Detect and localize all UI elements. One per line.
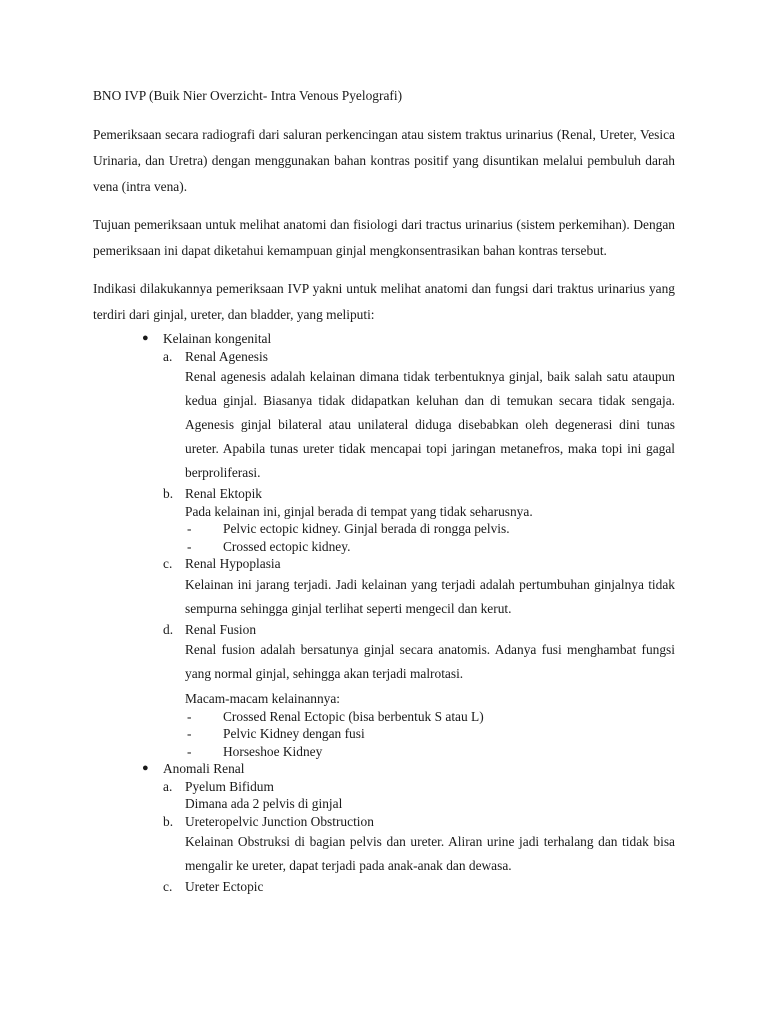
item-letter: a. bbox=[163, 778, 173, 794]
item-title: Ureter Ectopic bbox=[185, 879, 264, 894]
dash-list bbox=[185, 520, 675, 555]
item-letter: a. bbox=[163, 348, 173, 364]
list-item bbox=[185, 708, 675, 726]
item-description: Kelainan Obstruksi di bagian pelvis dan ureter. Aliran urine jadi terhalang dan tidak bisa mengalir ke ureter, dapat terjadi pada anak-anak dan dewasa. bbox=[185, 834, 675, 873]
dash-text: Pelvic ectopic kidney. Ginjal berada di rongga pelvis. bbox=[223, 521, 510, 536]
item-title: Pyelum Bifidum bbox=[185, 778, 274, 794]
dash-icon: - bbox=[187, 521, 192, 536]
item-title: Renal Hypoplasia bbox=[185, 556, 281, 571]
list-item bbox=[163, 555, 675, 621]
bullet-label: Anomali Renal bbox=[163, 761, 245, 776]
item-letter: b. bbox=[163, 486, 174, 501]
item-extra: Macam-macam kelainannya: bbox=[185, 691, 341, 706]
paragraph-indication: Indikasi dilakukannya pemeriksaan IVP yakni untuk melihat anatomi dan fungsi dari traktus urinarius yang terdiri dari ginjal, ureter, dan bladder, yang meliputi: bbox=[93, 281, 675, 322]
dash-text: Pelvic Kidney dengan fusi bbox=[223, 726, 365, 741]
dash-text: Horseshoe Kidney bbox=[223, 743, 323, 759]
item-description: Pada kelainan ini, ginjal berada di tempat yang tidak seharusnya. bbox=[185, 503, 533, 519]
item-letter: c. bbox=[163, 556, 173, 571]
list-item bbox=[185, 725, 675, 743]
sublist bbox=[163, 348, 675, 761]
item-title: Renal Fusion bbox=[185, 621, 257, 637]
dash-icon: - bbox=[187, 708, 192, 724]
list-item bbox=[185, 520, 675, 538]
list-item bbox=[185, 538, 675, 556]
list-item bbox=[185, 743, 675, 761]
list-item bbox=[163, 878, 675, 896]
item-title: Renal Ektopik bbox=[185, 486, 262, 501]
item-letter: c. bbox=[163, 879, 173, 894]
list-item bbox=[163, 348, 675, 486]
dash-text: Crossed Renal Ectopic (bisa berbentuk S atau L) bbox=[223, 708, 484, 724]
paragraph-definition: Pemeriksaan secara radiografi dari saluran perkencingan atau sistem traktus urinarius (Renal, Ureter, Vesica Urinaria, dan Uretra) dengan menggunakan bahan kontras positif yang disuntikan melalui pembuluh darah vena (intra vena). bbox=[93, 127, 675, 194]
item-description: Dimana ada 2 pelvis di ginjal bbox=[185, 796, 343, 811]
paragraph-purpose: Tujuan pemeriksaan untuk melihat anatomi dan fisiologi dari tractus urinarius (sistem perkemihan). Dengan pemeriksaan ini dapat diketahui kemampuan ginjal mengkonsentrasikan bahan kontras tersebut. bbox=[93, 217, 675, 258]
list-item bbox=[163, 621, 675, 761]
bullet-label: Kelainan kongenital bbox=[163, 331, 272, 346]
bullet-icon: ● bbox=[142, 762, 149, 774]
item-description: Renal fusion adalah bersatunya ginjal secara anatomis. Adanya fusi menghambat fungsi yang normal ginjal, sehingga akan terjadi malrotasi. bbox=[185, 642, 675, 681]
sublist bbox=[163, 778, 675, 896]
list-item bbox=[163, 778, 675, 813]
dash-icon: - bbox=[187, 538, 192, 554]
dash-icon: - bbox=[187, 726, 192, 741]
item-description: Renal agenesis adalah kelainan dimana tidak terbentuknya ginjal, baik salah satu ataupun kedua ginjal. Biasanya tidak didapatkan keluhan dan di temukan secara tidak sengaja. Agenesis ginjal bilateral atau unilateral diduga disebabkan oleh degenerasi dini tunas ureter. Apabila tunas ureter tidak mencapai topi jaringan metanefros, maka topi ini gagal berproliferasi. bbox=[185, 369, 675, 480]
dash-icon: - bbox=[187, 743, 192, 759]
item-title: Renal Agenesis bbox=[185, 348, 268, 364]
list-item bbox=[93, 760, 675, 896]
document-title: BNO IVP (Buik Nier Overzicht- Intra Venous Pyelografi) bbox=[93, 88, 403, 103]
list-item bbox=[93, 330, 675, 760]
bullet-icon: ● bbox=[142, 332, 149, 344]
item-letter: d. bbox=[163, 621, 174, 637]
dash-text: Crossed ectopic kidney. bbox=[223, 538, 351, 554]
item-description: Kelainan ini jarang terjadi. Jadi kelainan yang terjadi adalah pertumbuhan ginjalnya tidak sempurna sehingga ginjal terlihat seperti mengecil dan kerut. bbox=[185, 576, 675, 616]
item-title: Ureteropelvic Junction Obstruction bbox=[185, 813, 374, 829]
list-item bbox=[163, 485, 675, 555]
list-item bbox=[163, 813, 675, 879]
indication-list bbox=[93, 330, 675, 896]
dash-list bbox=[185, 708, 675, 761]
item-letter: b. bbox=[163, 813, 174, 829]
